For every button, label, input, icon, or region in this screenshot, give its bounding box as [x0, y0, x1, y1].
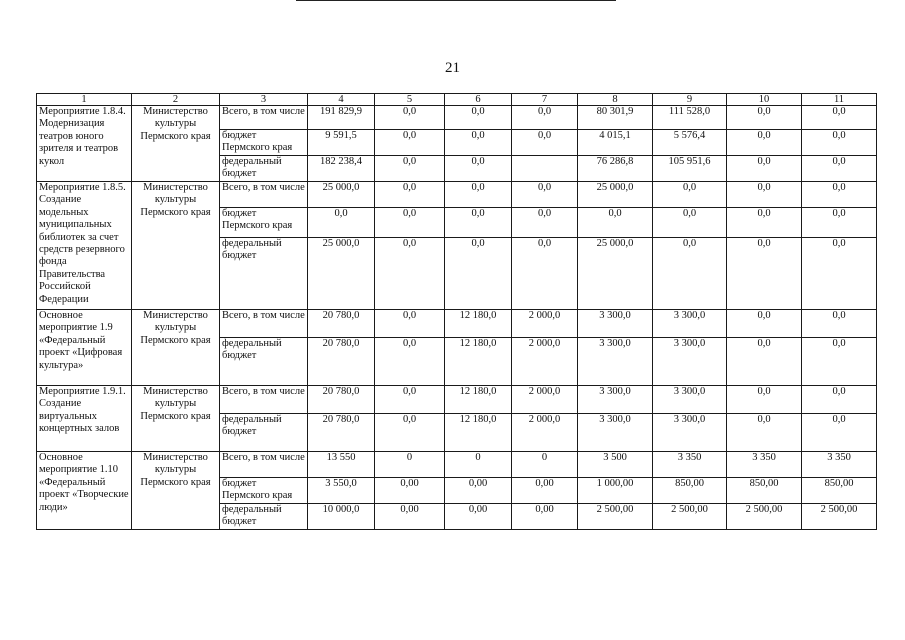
value-cell: 3 300,0: [578, 386, 653, 414]
activity-cell: Мероприятие 1.8.4. Модернизация театров юного зрителя и театров кукол: [37, 106, 132, 182]
value-cell: 0,0: [727, 156, 802, 182]
header-cell: 10: [727, 94, 802, 106]
value-cell: 0,0: [802, 414, 877, 452]
value-cell: 0,00: [445, 504, 512, 530]
value-cell: 2 500,00: [653, 504, 727, 530]
value-cell: 25 000,0: [578, 238, 653, 310]
executor-cell: Министерство культуры Пермского края: [132, 106, 220, 182]
value-cell: 0,0: [727, 238, 802, 310]
value-cell: 182 238,4: [308, 156, 375, 182]
value-cell: 2 500,00: [802, 504, 877, 530]
page-number: 21: [445, 60, 460, 76]
value-cell: 3 350: [653, 452, 727, 478]
activity-cell: Мероприятие 1.8.5. Создание модельных муниципальных библиотек за счет средств резервного фонда Правительства Российской Федерации: [37, 182, 132, 310]
header-cell: 2: [132, 94, 220, 106]
value-cell: 20 780,0: [308, 414, 375, 452]
value-cell: [512, 156, 578, 182]
value-cell: 2 500,00: [578, 504, 653, 530]
value-cell: 0,0: [375, 208, 445, 238]
value-cell: 0,0: [375, 414, 445, 452]
value-cell: 0,00: [375, 478, 445, 504]
value-cell: 850,00: [727, 478, 802, 504]
executor-cell: Министерство культуры Пермского края: [132, 182, 220, 310]
value-cell: 3 300,0: [653, 414, 727, 452]
activity-cell: Мероприятие 1.9.1. Создание виртуальных концертных залов: [37, 386, 132, 452]
activity-cell: Основное мероприятие 1.9 «Федеральный проект «Цифровая культура»: [37, 310, 132, 386]
executor-cell: Министерство культуры Пермского края: [132, 386, 220, 452]
value-cell: 20 780,0: [308, 310, 375, 338]
value-cell: 0,0: [727, 130, 802, 156]
header-cell: 6: [445, 94, 512, 106]
value-cell: 0: [445, 452, 512, 478]
value-cell: 0,00: [512, 504, 578, 530]
value-cell: 13 550: [308, 452, 375, 478]
value-cell: 0,0: [445, 156, 512, 182]
value-cell: 0,0: [445, 208, 512, 238]
source-cell: федеральный бюджет: [220, 504, 308, 530]
value-cell: 105 951,6: [653, 156, 727, 182]
source-cell: Всего, в том числе: [220, 452, 308, 478]
value-cell: 0,0: [653, 208, 727, 238]
value-cell: 0: [375, 452, 445, 478]
value-cell: 0,0: [512, 130, 578, 156]
value-cell: 0,0: [727, 414, 802, 452]
value-cell: 25 000,0: [308, 238, 375, 310]
value-cell: 0,0: [445, 130, 512, 156]
value-cell: 0,0: [727, 208, 802, 238]
source-cell: бюджет Пермского края: [220, 208, 308, 238]
value-cell: 1 000,00: [578, 478, 653, 504]
value-cell: 0,0: [802, 238, 877, 310]
value-cell: 0,0: [375, 156, 445, 182]
source-cell: Всего, в том числе: [220, 106, 308, 130]
value-cell: 80 301,9: [578, 106, 653, 130]
source-cell: Всего, в том числе: [220, 182, 308, 208]
value-cell: 0,00: [375, 504, 445, 530]
header-cell: 11: [802, 94, 877, 106]
value-cell: 0,0: [802, 106, 877, 130]
table-row: [37, 452, 877, 478]
value-cell: 0,0: [512, 106, 578, 130]
value-cell: 0,0: [445, 238, 512, 310]
executor-cell: Министерство культуры Пермского края: [132, 310, 220, 386]
value-cell: 12 180,0: [445, 310, 512, 338]
value-cell: 12 180,0: [445, 386, 512, 414]
value-cell: 0,0: [375, 130, 445, 156]
executor-cell: Министерство культуры Пермского края: [132, 452, 220, 530]
source-cell: Всего, в том числе: [220, 310, 308, 338]
value-cell: 0,0: [375, 182, 445, 208]
value-cell: 0,0: [802, 338, 877, 386]
value-cell: 3 300,0: [578, 338, 653, 386]
value-cell: 0,0: [802, 130, 877, 156]
value-cell: 3 550,0: [308, 478, 375, 504]
header-cell: 4: [308, 94, 375, 106]
value-cell: 3 300,0: [653, 310, 727, 338]
value-cell: 0,0: [375, 386, 445, 414]
value-cell: 0,0: [308, 208, 375, 238]
header-cell: 5: [375, 94, 445, 106]
value-cell: 4 015,1: [578, 130, 653, 156]
table-row: [37, 106, 877, 130]
value-cell: 0,0: [375, 338, 445, 386]
table-row: [37, 386, 877, 414]
value-cell: 20 780,0: [308, 338, 375, 386]
value-cell: 0,0: [727, 310, 802, 338]
value-cell: 0,0: [445, 182, 512, 208]
header-row: [37, 94, 877, 106]
value-cell: 0,0: [727, 106, 802, 130]
source-cell: федеральный бюджет: [220, 238, 308, 310]
value-cell: 12 180,0: [445, 414, 512, 452]
value-cell: 3 500: [578, 452, 653, 478]
activity-cell: Основное мероприятие 1.10 «Федеральный проект «Творческие люди»: [37, 452, 132, 530]
value-cell: 2 000,0: [512, 310, 578, 338]
budget-table: [36, 93, 877, 530]
value-cell: 0,0: [802, 182, 877, 208]
source-cell: бюджет Пермского края: [220, 478, 308, 504]
value-cell: 0,0: [512, 182, 578, 208]
header-cell: 1: [37, 94, 132, 106]
value-cell: 0,0: [802, 208, 877, 238]
source-cell: федеральный бюджет: [220, 156, 308, 182]
value-cell: 0,0: [727, 182, 802, 208]
value-cell: 3 300,0: [653, 386, 727, 414]
value-cell: 5 576,4: [653, 130, 727, 156]
value-cell: 0,0: [375, 106, 445, 130]
value-cell: 25 000,0: [578, 182, 653, 208]
header-cell: 9: [653, 94, 727, 106]
value-cell: 0,00: [445, 478, 512, 504]
value-cell: 0,0: [802, 310, 877, 338]
value-cell: 25 000,0: [308, 182, 375, 208]
value-cell: 3 300,0: [578, 310, 653, 338]
header-cell: 3: [220, 94, 308, 106]
value-cell: 2 000,0: [512, 386, 578, 414]
source-cell: федеральный бюджет: [220, 338, 308, 386]
value-cell: 850,00: [653, 478, 727, 504]
value-cell: 0,0: [512, 208, 578, 238]
value-cell: 0,0: [727, 386, 802, 414]
value-cell: 111 528,0: [653, 106, 727, 130]
value-cell: 12 180,0: [445, 338, 512, 386]
value-cell: 3 300,0: [578, 414, 653, 452]
value-cell: 2 000,0: [512, 338, 578, 386]
source-cell: бюджет Пермского края: [220, 130, 308, 156]
value-cell: 9 591,5: [308, 130, 375, 156]
value-cell: 3 300,0: [653, 338, 727, 386]
value-cell: 0,0: [653, 182, 727, 208]
value-cell: 3 350: [727, 452, 802, 478]
value-cell: 3 350: [802, 452, 877, 478]
value-cell: 0,0: [653, 238, 727, 310]
value-cell: 0,00: [512, 478, 578, 504]
header-cell: 8: [578, 94, 653, 106]
value-cell: 0,0: [375, 310, 445, 338]
value-cell: 191 829,9: [308, 106, 375, 130]
value-cell: 0,0: [512, 238, 578, 310]
value-cell: 76 286,8: [578, 156, 653, 182]
table-row: [37, 182, 877, 208]
value-cell: 0,0: [445, 106, 512, 130]
value-cell: 2 000,0: [512, 414, 578, 452]
value-cell: 0,0: [802, 386, 877, 414]
value-cell: 850,00: [802, 478, 877, 504]
value-cell: 20 780,0: [308, 386, 375, 414]
header-cell: 7: [512, 94, 578, 106]
value-cell: 0,0: [727, 338, 802, 386]
value-cell: 10 000,0: [308, 504, 375, 530]
value-cell: 0: [512, 452, 578, 478]
top-rule: [296, 0, 616, 1]
value-cell: 0,0: [578, 208, 653, 238]
value-cell: 2 500,00: [727, 504, 802, 530]
source-cell: федеральный бюджет: [220, 414, 308, 452]
value-cell: 0,0: [375, 238, 445, 310]
value-cell: 0,0: [802, 156, 877, 182]
source-cell: Всего, в том числе: [220, 386, 308, 414]
table-row: [37, 310, 877, 338]
